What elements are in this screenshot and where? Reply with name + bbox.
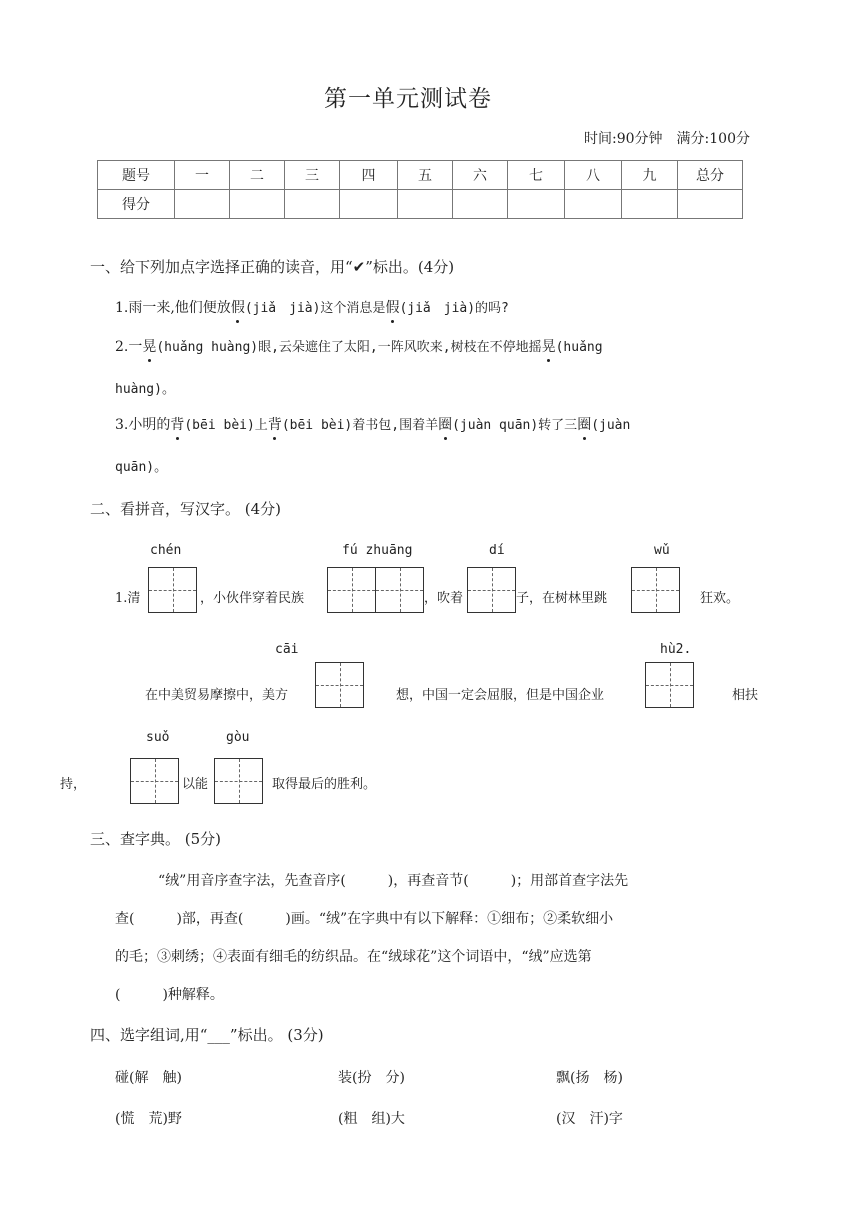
dotted-char: 晃 [542,336,556,356]
s1-question-1 [115,297,509,317]
score-input[interactable] [340,190,398,219]
writing-grid-box[interactable] [631,567,680,613]
s3-line: “绒”用音序查字法，先查音序( )，再查音节( )；用部首查字法先 [158,873,629,889]
s2-text: 狂欢。 [700,591,740,606]
s2-text: 想，中国一定会屈服，但是中国企业 [396,688,605,703]
score-cell: 二 [230,161,285,190]
score-input[interactable] [398,190,453,219]
s2-text: 在中美贸易摩擦中，美方 [145,688,289,703]
writing-grid-box[interactable] [130,758,179,804]
score-cell: 一 [175,161,230,190]
score-cell: 九 [622,161,678,190]
score-input[interactable] [175,190,230,219]
pinyin-options[interactable]: (bēi bèi)上 [184,418,268,433]
score-input[interactable] [285,190,340,219]
pinyin-options[interactable]: (huǎng [555,340,603,355]
dotted-char: 背 [170,414,184,434]
section-2-heading: 二、看拼音，写汉字。 (4分) [90,500,282,518]
score-cell: 三 [285,161,340,190]
dotted-char: 假 [385,297,399,317]
s2-text: 相扶 [732,688,759,703]
s4-item[interactable]: (慌 荒)野 [115,1111,182,1127]
page-title: 第一单元测试卷 [324,86,492,112]
s3-line: 查( )部，再查( )画。“绒”在字典中有以下解释：①细布；②柔软细小 [115,911,614,927]
section-1-heading: 一、给下列加点字选择正确的读音，用“✔”标出。(4分) [90,258,455,276]
s1-question-3-cont[interactable]: quān)。 [115,460,168,475]
score-input[interactable] [565,190,622,219]
score-cell: 六 [453,161,508,190]
writing-grid-box[interactable] [148,567,197,613]
score-input[interactable] [622,190,678,219]
pinyin-options[interactable]: (huǎng huàng)眼,云朵遮住了太阳,一阵风吹来,树枝在不停地摇 [156,340,542,355]
pinyin-label: cāi [275,642,299,657]
s3-line: 的毛；③刺绣；④表面有细毛的纺织品。在“绒球花”这个词语中，“绒”应选第 [115,949,592,965]
writing-grid-box[interactable] [375,567,424,613]
s1-question-2 [115,336,603,356]
writing-grid-box[interactable] [467,567,516,613]
s2-text: 取得最后的胜利。 [272,777,377,792]
dotted-char: 圈 [438,414,452,434]
score-header-row [98,161,743,190]
score-cell: 四 [340,161,398,190]
s2-text: 以能 [182,777,209,792]
s2-text: 1.清 [115,591,141,606]
s2-text: 持， [60,777,87,792]
pinyin-label: dí [489,543,505,558]
s4-item[interactable]: (粗 组)大 [338,1111,405,1127]
score-cell: 得分 [98,190,175,219]
writing-grid-box[interactable] [327,567,376,613]
dotted-char: 晃 [142,336,156,356]
s4-item[interactable]: (汉 汗)字 [556,1111,623,1127]
score-cell: 总分 [678,161,743,190]
pinyin-options[interactable]: (jiǎ jià)这个消息是 [244,301,386,316]
pinyin-options[interactable]: (juàn [591,418,631,433]
score-cell: 八 [565,161,622,190]
section-4-heading: 四、选字组词,用“___”标出。 (3分) [90,1026,324,1044]
pinyin-label: hù2. [660,642,692,657]
s4-item[interactable]: 碰(解 触) [115,1070,182,1086]
pinyin-label: wǔ [654,543,670,558]
section-3-heading: 三、查字典。 (5分) [90,830,222,848]
dotted-char: 圈 [577,414,591,434]
s3-line: ( )种解释。 [115,987,224,1003]
score-table [97,160,743,219]
score-input[interactable] [678,190,743,219]
writing-grid-box[interactable] [645,662,694,708]
s4-item[interactable]: 装(扮 分) [338,1070,405,1086]
exam-meta: 时间:90分钟 满分:100分 [584,131,750,147]
dotted-char: 假 [231,297,245,317]
s2-text: ，吹着 [424,591,464,606]
score-cell: 题号 [98,161,175,190]
pinyin-label: chén [150,543,182,558]
pinyin-label: suǒ [146,730,170,745]
text: 3.小明的 [115,417,171,433]
score-input[interactable] [508,190,565,219]
s1-question-3 [115,414,630,434]
pinyin-options[interactable]: (bēi bèi)着书包,围着羊 [281,418,439,433]
score-input[interactable] [230,190,285,219]
score-cell: 七 [508,161,565,190]
writing-grid-box[interactable] [315,662,364,708]
text: 2.一 [115,339,143,355]
s1-question-2-cont[interactable]: huàng)。 [115,382,175,397]
pinyin-options[interactable]: (juàn quān)转了三 [452,418,578,433]
dotted-char: 背 [268,414,282,434]
writing-grid-box[interactable] [214,758,263,804]
s4-item[interactable]: 飘(扬 杨) [556,1070,623,1086]
text: 1.雨一来,他们便放 [115,300,231,316]
score-input[interactable] [453,190,508,219]
pinyin-label: fú zhuāng [342,543,413,558]
score-cell: 五 [398,161,453,190]
score-input-row [98,190,743,219]
pinyin-options[interactable]: (jiǎ jià)的吗? [399,301,509,316]
s2-text: ，小伙伴穿着民族 [200,591,305,606]
pinyin-label: gòu [226,730,250,745]
s2-text: 子，在树林里跳 [516,591,608,606]
